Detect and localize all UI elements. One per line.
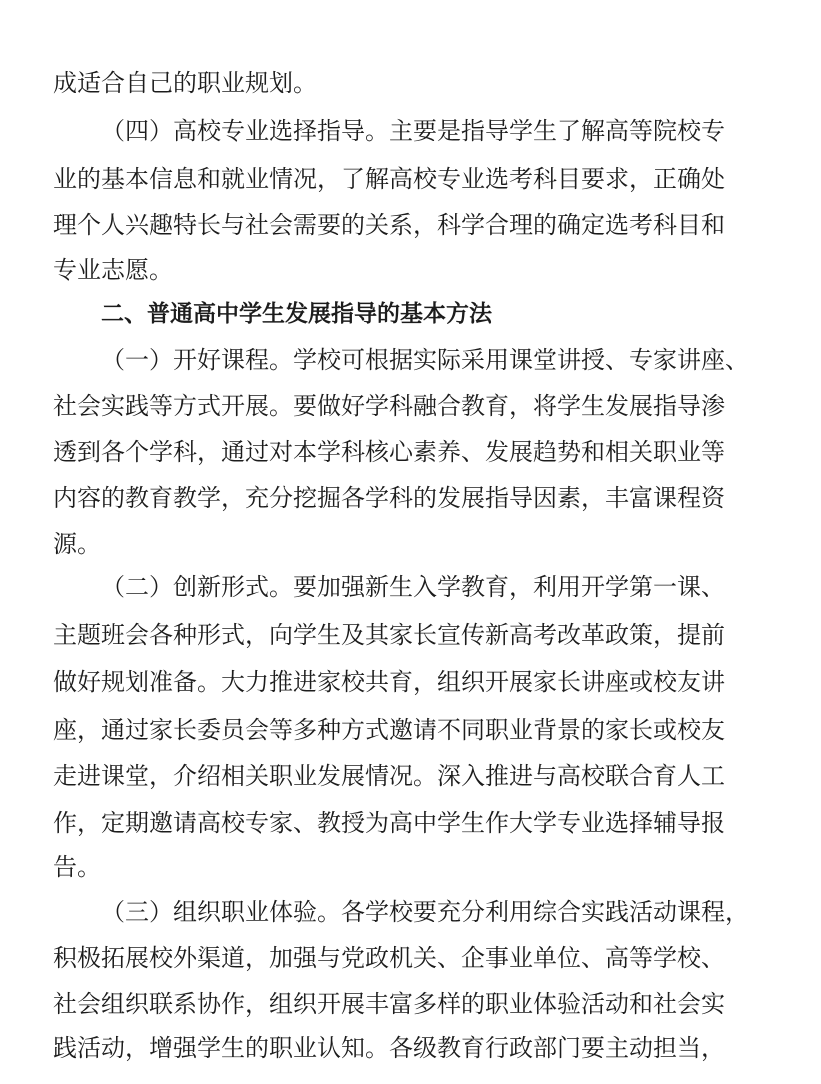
paragraph-line: 作，定期邀请高校专家、教授为高中学生作大学专业选择辅导报: [53, 809, 725, 837]
paragraph-line: （二）创新形式。要加强新生入学教育，利用开学第一课、: [101, 573, 725, 601]
paragraph-line: 主题班会各种形式，向学生及其家长宣传新高考改革政策，提前: [53, 621, 725, 649]
paragraph-line: （一）开好课程。学校可根据实际采用课堂讲授、专家讲座、: [101, 346, 749, 374]
paragraph-line: 内容的教育教学，充分挖掘各学科的发展指导因素，丰富课程资: [53, 484, 725, 512]
paragraph-line: 源。: [53, 530, 101, 558]
paragraph-line: 践活动，增强学生的职业认知。各级教育行政部门要主动担当，: [53, 1034, 725, 1062]
paragraph-line: 透到各个学科，通过对本学科核心素养、发展趋势和相关职业等: [53, 438, 725, 466]
paragraph-line: 告。: [53, 853, 101, 881]
paragraph-line: 座，通过家长委员会等多种方式邀请不同职业背景的家长或校友: [53, 716, 725, 744]
paragraph-line: 专业志愿。: [53, 256, 173, 284]
paragraph-line: 社会组织联系协作，组织开展丰富多样的职业体验活动和社会实: [53, 990, 725, 1018]
paragraph-line: 理个人兴趣特长与社会需要的关系，科学合理的确定选考科目和: [53, 211, 725, 239]
paragraph-line: 走进课堂，介绍相关职业发展情况。深入推进与高校联合育人工: [53, 762, 725, 790]
paragraph-line: 积极拓展校外渠道，加强与党政机关、企事业单位、高等学校、: [53, 944, 725, 972]
paragraph-line: 业的基本信息和就业情况，了解高校专业选考科目要求，正确处: [53, 165, 725, 193]
paragraph-line: 社会实践等方式开展。要做好学科融合教育，将学生发展指导渗: [53, 392, 725, 420]
section-heading: 二、普通高中学生发展指导的基本方法: [101, 301, 492, 327]
paragraph-line: 做好规划准备。大力推进家校共育，组织开展家长讲座或校友讲: [53, 668, 725, 696]
paragraph-line: （三）组织职业体验。各学校要充分利用综合实践活动课程，: [101, 898, 749, 926]
paragraph-line: 成适合自己的职业规划。: [53, 69, 317, 97]
paragraph-line: （四）高校专业选择指导。主要是指导学生了解高等院校专: [101, 117, 725, 145]
